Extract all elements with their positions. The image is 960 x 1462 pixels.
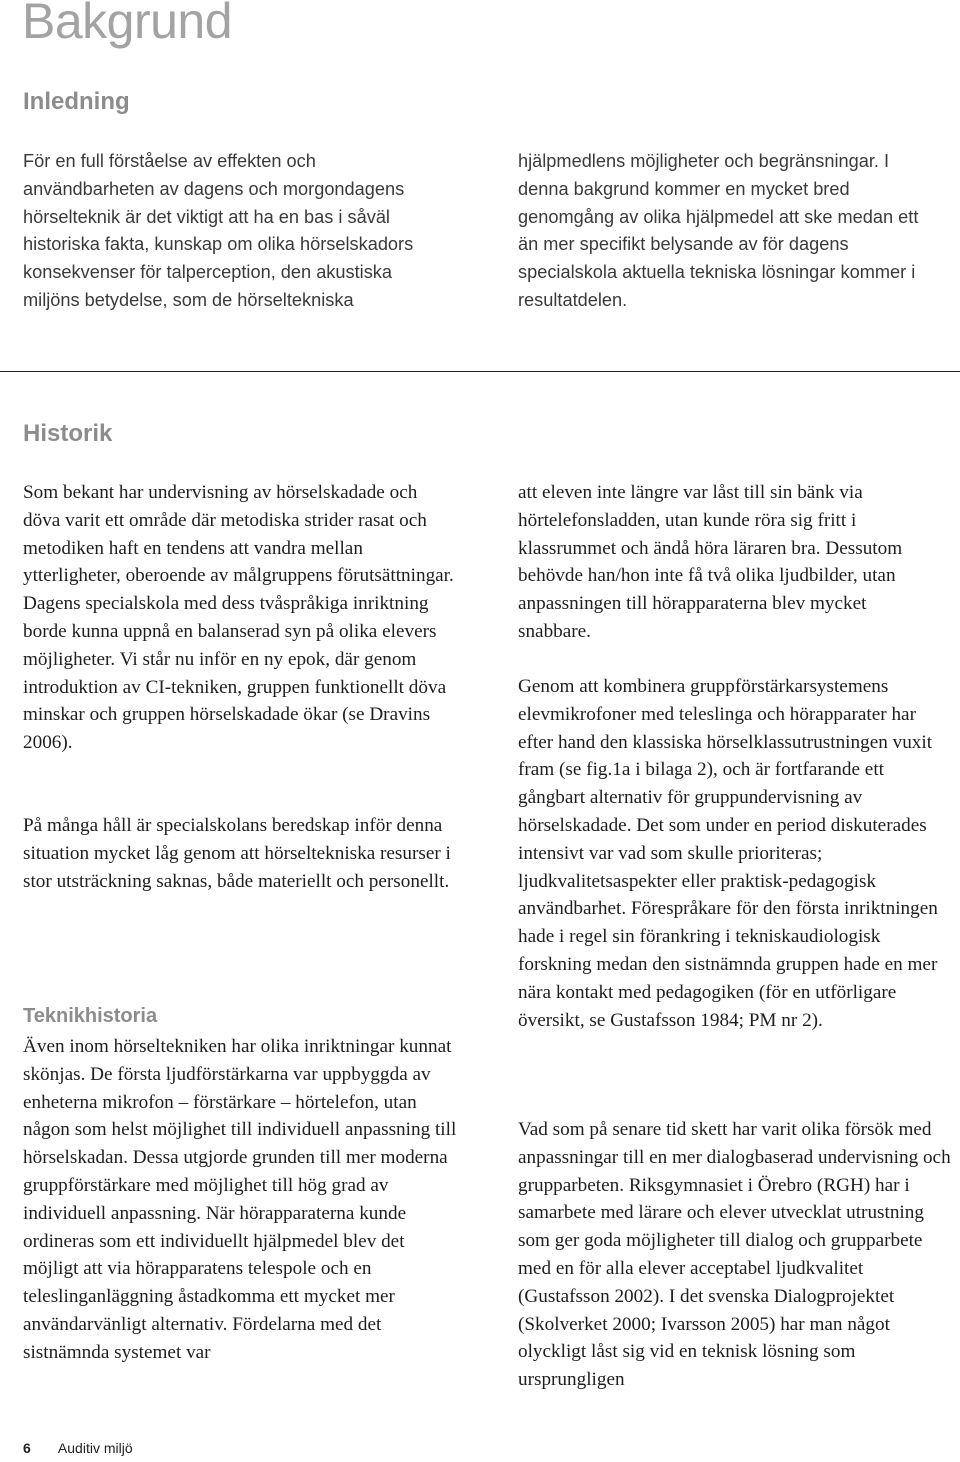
historik-paragraph-2: På många håll är specialskolans beredskap inför denna situation mycket låg genom att hörseltekniska resurser i stor utsträckning saknas, både materiellt och personellt. <box>23 815 451 892</box>
intro-paragraph-right: hjälpmedlens möjligheter och begränsningar. I denna bakgrund kommer en mycket bred genomgång av olika hjälpmedel att ske medan ett än mer specifikt belysande av för dagens specialskola aktuella tekniska lösningar kommer i resultatdelen. <box>518 151 919 310</box>
heading-teknikhistoria: Teknikhistoria <box>23 1005 158 1027</box>
intro-paragraph-left: För en full förståelse av effekten och användbarheten av dagens och morgondagens hörselteknik är det viktigt att ha en bas i såväl historiska fakta, kunskap om olika hörselskadors konsekvenser för talperception, den akustiska miljöns betydelse, som de hörseltekniska <box>23 151 414 310</box>
right-paragraph-1: att eleven inte längre var låst till sin bänk via hörtelefonsladden, utan kunde röra sig fritt i klassrummet och ändå höra läraren bra. Dessutom behövde han/hon inte få två olika ljudbilder, utan anpassningen till hörapparaterna blev mycket snabbare. <box>518 482 903 642</box>
historik-paragraph-1: Som bekant har undervisning av hörselskadade och döva varit ett område där metodiska strider rasat och metodiken haft en tendens att vandra mellan ytterligheter, oberoende av målgruppens förutsättningar. Dagens specialskola med dess tvåspråkiga inriktning borde kunna uppnå en balanserad syn på olika elevers möjligheter. Vi står nu inför en ny epok, där genom introduktion av CI-tekniken, gruppen funktionellt döva minskar och gruppen hörselskadade ökar (se Dravins 2006). <box>23 482 454 754</box>
page-footer <box>23 1440 133 1456</box>
heading-inledning: Inledning <box>23 88 130 115</box>
page-number: 6 <box>23 1440 31 1456</box>
section-divider <box>0 371 960 372</box>
right-paragraph-2: Genom att kombinera gruppförstärkarsystemens elevmikrofoner med teleslinga och hörapparater har efter hand den klassiska hörselklassutrustningen vuxit fram (se fig.1a i bilaga 2), och är fortfarande ett gångbart alternativ för gruppundervisning av hörselskadade. Det som under en period diskuterades intensivt var vad som skulle prioriteras; ljudkvalitetsaspekter eller praktisk-pedagogisk användbarhet. Förespråkare för den första inriktningen hade i regel sin förankring i tekniskaudiologisk forskning medan den sistnämnda gruppen hade en mer nära kontakt med pedagogiken (för en utförligare översikt, se Gustafsson 1984; PM nr 2). <box>518 676 938 1031</box>
teknikhistoria-paragraph: Även inom hörseltekniken har olika inriktningar kunnat skönjas. De första ljudförstärkarna var uppbyggda av enheterna mikrofon – förstärkare – hörtelefon, utan någon som helst möjlighet till individuell anpassning till hörselskadan. Dessa utgjorde grunden till mer moderna gruppförstärkare med möjlighet till hög grad av individuell anpassning. När hörapparaterna kunde ordineras som ett individuellt hjälpmedel blev det möjligt att via hörapparatens telespole och en teleslinganläggning åstadkomma ett mycket mer användarvänligt alternativ. Fördelarna med det sistnämnda systemet var <box>23 1036 457 1363</box>
right-paragraph-3: Vad som på senare tid skett har varit olika försök med anpassningar till en mer dialogbaserad undervisning och grupparbeten. Riksgymnasiet i Örebro (RGH) har i samarbete med lärare och elever utvecklat utrustning som ger goda möjligheter till dialog och grupparbete med en för alla elever acceptabel ljudkvalitet (Gustafsson 2002). I det svenska Dialogprojektet (Skolverket 2000; Ivarsson 2005) har man något olyckligt låst sig vid en teknisk lösning som ursprungligen <box>518 1119 951 1391</box>
page-title: Bakgrund <box>22 0 233 49</box>
publication-name: Auditiv miljö <box>57 1440 133 1456</box>
heading-historik: Historik <box>23 420 113 447</box>
